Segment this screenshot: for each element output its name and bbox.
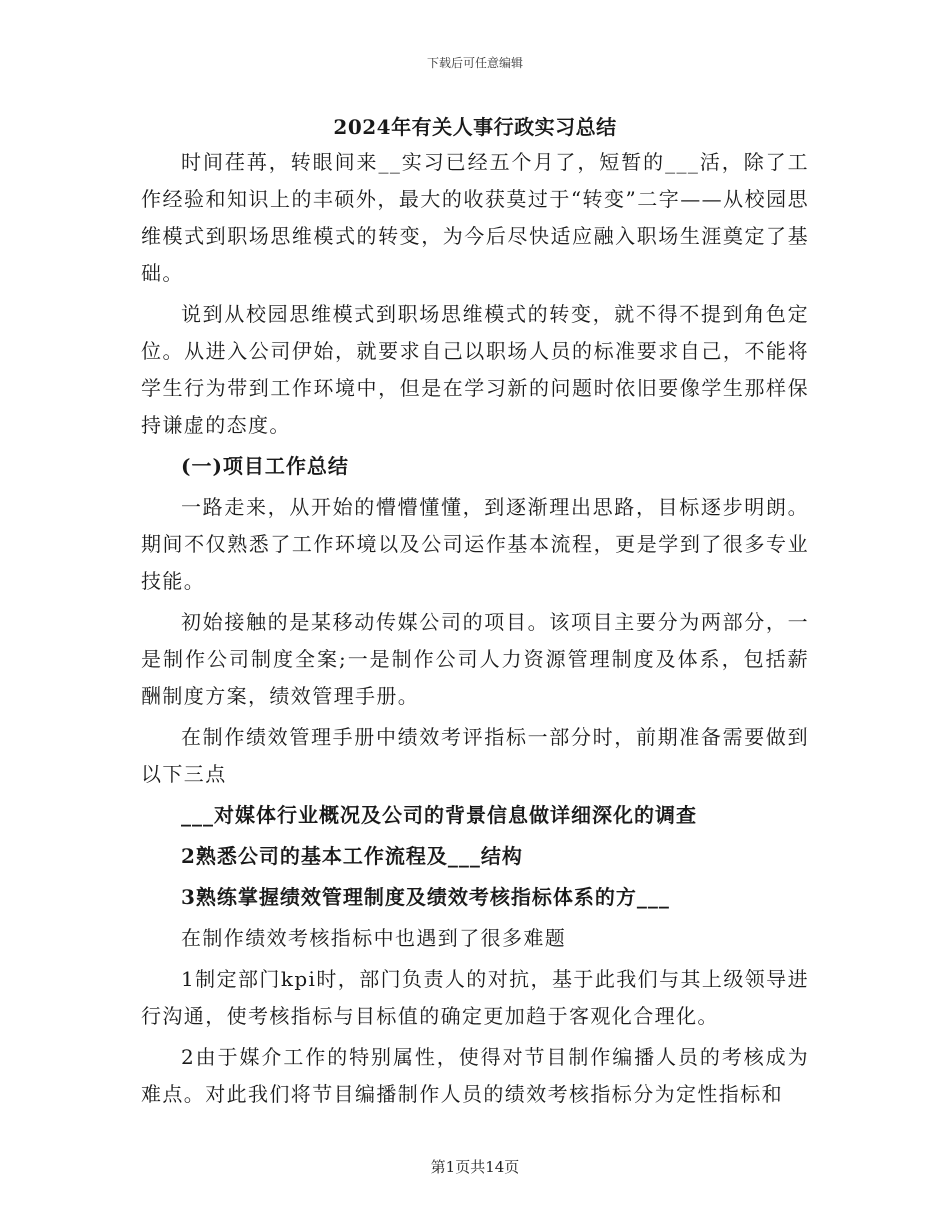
paragraph-difficulties: 在制作绩效考核指标中也遇到了很多难题 (181, 926, 567, 950)
paragraph-project-intro: 初始接触的是某移动传媒公司的项目。该项目主要分为两部分，一是制作公司制度全案;一是制作公司人力资源管理制度及体系，包括薪酬制度方案，绩效管理手册。 (141, 610, 809, 708)
list-item-3: 3熟练掌握绩效管理制度及绩效考核指标体系的方___ (181, 885, 670, 909)
page-number: 第1页共14页 (430, 1158, 520, 1176)
paragraph-role-positioning: 说到从校园思维模式到职场思维模式的转变，就不得不提到角色定位。从进入公司伊始，就要求自己以职场人员的标准要求自己，不能将学生行为带到工作环境中，但是在学习新的问题时依旧要像学生那样保持谦虚的态度。 (141, 302, 809, 437)
document-body (141, 112, 809, 1117)
paragraph-difficulty-2: 2由于媒介工作的特别属性，使得对节目制作编播人员的考核成为难点。对此我们将节目编播制作人员的绩效考核指标分为定性指标和 (141, 1045, 809, 1106)
document-title: 2024年有关人事行政实习总结 (333, 115, 617, 139)
list-item-1: ___对媒体行业概况及公司的背景信息做详细深化的调查 (181, 803, 697, 827)
list-item-2: 2熟悉公司的基本工作流程及___结构 (181, 844, 523, 868)
paragraph-journey: 一路走来，从开始的懵懵懂懂，到逐渐理出思路，目标逐步明朗。期间不仅熟悉了工作环境以及公司运作基本流程，更是学到了很多专业技能。 (141, 495, 809, 593)
paragraph-intro: 时间荏苒，转眼间来__实习已经五个月了，短暂的___活，除了工作经验和知识上的丰硕外，最大的收获莫过于“转变”二字——从校园思维模式到职场思维模式的转变，为今后尽快适应融入职场生涯奠定了基础。 (141, 150, 809, 285)
paragraph-preparation: 在制作绩效管理手册中绩效考评指标一部分时，前期准备需要做到以下三点 (141, 725, 809, 786)
paragraph-difficulty-1: 1制定部门kpi时，部门负责人的对抗，基于此我们与其上级领导进行沟通，使考核指标与目标值的确定更加趋于客观化合理化。 (141, 967, 809, 1028)
header-note: 下载后可任意编辑 (426, 56, 523, 70)
section-heading-project-summary: (一)项目工作总结 (181, 454, 349, 478)
